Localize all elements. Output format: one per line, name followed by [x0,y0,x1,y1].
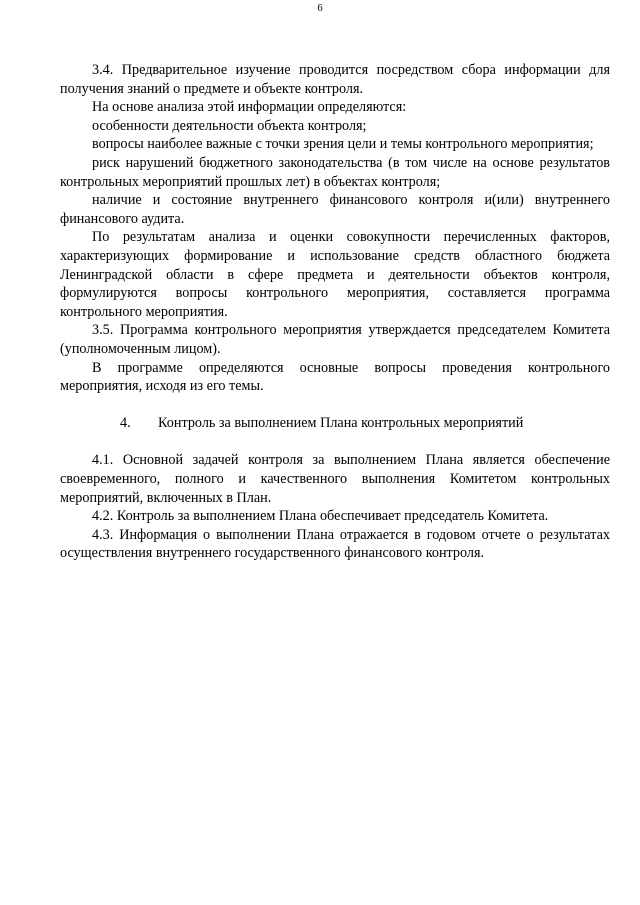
section-4-title: Контроль за выполнением Плана контрольных мероприятий [158,415,524,432]
paragraph-4-3: 4.3. Информация о выполнении Плана отражается в годовом отчете о результатах осуществления внутреннего государственного финансового контроля. [60,526,610,562]
spacer [60,433,610,452]
paragraph-internal-control: наличие и состояние внутреннего финансового контроля и(или) внутреннего финансового аудита. [60,192,610,227]
paragraph-object-specifics: особенности деятельности объекта контроля; [92,117,367,134]
document-body [60,61,610,563]
spacer [60,396,610,415]
section-4-number: 4. [120,415,131,432]
paragraph-analysis-results: По результатам анализа и оценки совокупности перечисленных факторов, характеризующих формирование и использование средств областного бюджета Ленинградской области в сфере предмета и деятельности объектов контроля, формулируются вопросы контрольного мероприятия, составляется программа контрольного мероприятия. [60,229,610,320]
paragraph-4-2: 4.2. Контроль за выполнением Плана обеспечивает председатель Комитета. [92,508,549,525]
paragraph-analysis-intro: На основе анализа этой информации определяются: [92,99,407,116]
paragraph-violation-risk: риск нарушений бюджетного законодательства (в том числе на основе результатов контрольных мероприятий прошлых лет) в объектах контроля; [60,154,610,190]
page-number: 6 [317,3,323,14]
paragraph-4-1: 4.1. Основной задачей контроля за выполнением Плана является обеспечение своевременного, полного и качественного выполнения Комитетом контрольных мероприятий, включенных в План. [60,452,610,506]
paragraph-3-5: 3.5. Программа контрольного мероприятия утверждается председателем Комитета (уполномоченным лицом). [60,322,610,357]
paragraph-key-questions: вопросы наиболее важные с точки зрения цели и темы контрольного мероприятия; [92,136,594,153]
paragraph-program-questions: В программе определяются основные вопросы проведения контрольного мероприятия, исходя из его темы. [60,359,610,395]
paragraph-3-4: 3.4. Предварительное изучение проводится посредством сбора информации для получения знаний о предмете и объекте контроля. [60,62,610,97]
section-4-heading [60,414,610,433]
